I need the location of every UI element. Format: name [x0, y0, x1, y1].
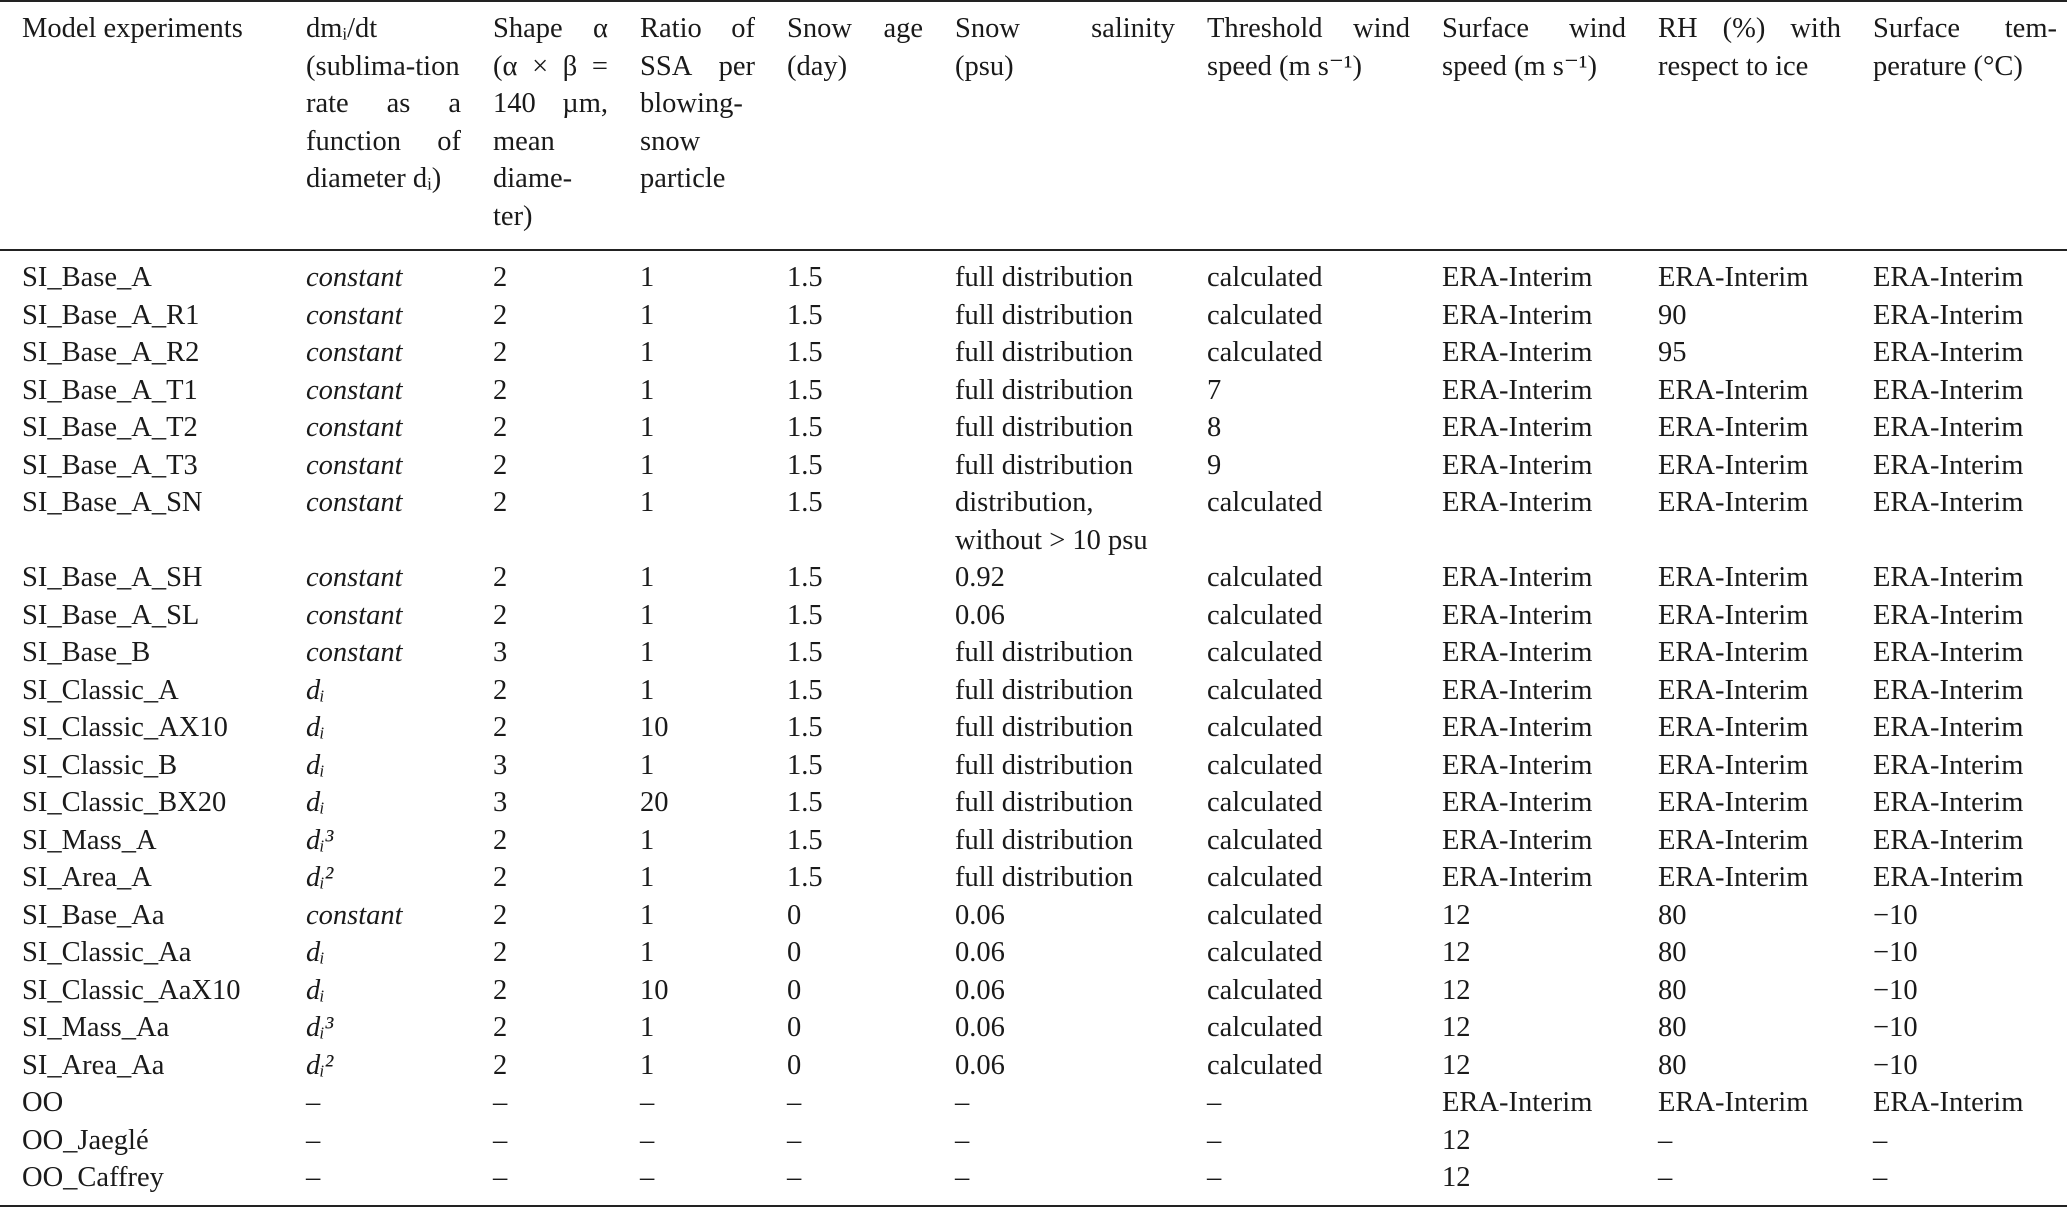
cell-model: OO [22, 1087, 64, 1118]
cell-model: SI_Classic_AaX10 [22, 974, 241, 1006]
cell-temp: ERA-Interim [1873, 487, 2024, 518]
cell-wind: ERA-Interim [1442, 337, 1593, 368]
cell-rh: ERA-Interim [1658, 712, 1809, 743]
cell-rate: dᵢ [306, 937, 325, 968]
cell-salinity: 0.06 [955, 937, 1005, 968]
cell-wind: ERA-Interim [1442, 487, 1593, 518]
cell-salinity: full distribution [955, 749, 1134, 781]
cell-model: SI_Base_A_SL [22, 599, 200, 631]
table-row [0, 409, 2067, 447]
table-body [0, 250, 2067, 1206]
cell-temp: −10 [1873, 1012, 1918, 1043]
cell-age: 0 [787, 1012, 802, 1043]
cell-temp: ERA-Interim [1873, 449, 2024, 481]
cell-shape: 2 [493, 674, 508, 706]
cell-temp: ERA-Interim [1873, 674, 2024, 706]
cell-age: 1.5 [787, 337, 823, 368]
cell-rate: constant [306, 337, 403, 368]
cell-shape: 2 [493, 337, 508, 368]
table-row [0, 709, 2067, 747]
cell-salinity: 0.92 [955, 562, 1005, 593]
cell-rh: ERA-Interim [1658, 862, 1809, 893]
cell-rate: dᵢ [306, 749, 325, 781]
cell-threshold: calculated [1207, 562, 1323, 593]
cell-threshold: calculated [1207, 637, 1323, 668]
cell-threshold: calculated [1207, 862, 1323, 893]
header-model: Model experiments [0, 1, 284, 250]
cell-age: 1.5 [787, 562, 823, 593]
header-rate: dmᵢ/dt (sublima-tion rate as a function of diameter dᵢ) [284, 1, 471, 250]
cell-ratio: 1 [640, 599, 655, 631]
cell-shape: 2 [493, 374, 508, 406]
header-salinity: Snow salinity (psu) [933, 1, 1185, 250]
cell-rh: ERA-Interim [1658, 262, 1809, 293]
cell-age: – [787, 1162, 802, 1193]
cell-rh: – [1658, 1162, 1673, 1193]
header-row [0, 1, 2067, 250]
table-row [0, 1084, 2067, 1122]
cell-model: SI_Classic_Aa [22, 937, 192, 968]
cell-rh: ERA-Interim [1658, 412, 1809, 443]
cell-threshold: calculated [1207, 299, 1323, 331]
cell-rate: constant [306, 599, 403, 631]
cell-rate: dᵢ [306, 974, 325, 1006]
cell-wind: 12 [1442, 899, 1471, 931]
cell-wind: ERA-Interim [1442, 824, 1593, 856]
cell-ratio: 1 [640, 412, 655, 443]
cell-rate: dᵢ [306, 712, 325, 743]
cell-age: 1.5 [787, 299, 823, 331]
cell-rh: 95 [1658, 337, 1687, 368]
header-rh: RH (%) with respect to ice [1636, 1, 1851, 250]
cell-wind: ERA-Interim [1442, 674, 1593, 706]
cell-temp: −10 [1873, 1049, 1918, 1081]
table-row [0, 634, 2067, 672]
cell-temp: ERA-Interim [1873, 637, 2024, 668]
cell-threshold: calculated [1207, 262, 1323, 293]
cell-ratio: 1 [640, 862, 655, 893]
cell-salinity: full distribution [955, 787, 1134, 818]
cell-ratio: – [640, 1124, 655, 1156]
cell-salinity: full distribution [955, 337, 1134, 368]
cell-rate: dᵢ² [306, 862, 334, 893]
cell-rate: constant [306, 899, 403, 931]
cell-shape: 2 [493, 937, 508, 968]
cell-rate: constant [306, 562, 403, 593]
cell-model: SI_Classic_AX10 [22, 712, 228, 743]
cell-ratio: 1 [640, 487, 655, 518]
cell-temp: ERA-Interim [1873, 824, 2024, 856]
table-row [0, 447, 2067, 485]
cell-rh: 80 [1658, 1012, 1687, 1043]
cell-temp: – [1873, 1162, 1888, 1193]
cell-age: 1.5 [787, 262, 823, 293]
cell-shape: 2 [493, 562, 508, 593]
table-row [0, 250, 2067, 297]
cell-model: SI_Base_A_R2 [22, 337, 200, 368]
cell-salinity: 0.06 [955, 1012, 1005, 1043]
header-threshold: Threshold wind speed (m s⁻¹) [1185, 1, 1420, 250]
cell-wind: 12 [1442, 1012, 1471, 1043]
header-age: Snow age (day) [765, 1, 933, 250]
cell-threshold: calculated [1207, 1049, 1323, 1081]
cell-threshold: calculated [1207, 337, 1323, 368]
cell-threshold: calculated [1207, 824, 1323, 856]
cell-wind: ERA-Interim [1442, 787, 1593, 818]
cell-model: SI_Base_A_R1 [22, 299, 200, 331]
cell-rate: – [306, 1162, 321, 1193]
cell-age: 1.5 [787, 674, 823, 706]
table-row [0, 784, 2067, 822]
cell-model: SI_Base_A_SN [22, 487, 203, 518]
cell-wind: ERA-Interim [1442, 862, 1593, 893]
cell-shape: 2 [493, 712, 508, 743]
cell-wind: 12 [1442, 974, 1471, 1006]
cell-shape: 3 [493, 787, 508, 818]
cell-rate: constant [306, 637, 403, 668]
cell-threshold: calculated [1207, 674, 1323, 706]
cell-ratio: 1 [640, 262, 655, 293]
cell-wind: ERA-Interim [1442, 374, 1593, 406]
cell-ratio: – [640, 1162, 655, 1193]
cell-shape: 2 [493, 299, 508, 331]
cell-wind: ERA-Interim [1442, 262, 1593, 293]
table-row [0, 672, 2067, 710]
cell-salinity: full distribution [955, 299, 1134, 331]
cell-salinity: 0.06 [955, 899, 1005, 931]
cell-rh: ERA-Interim [1658, 637, 1809, 668]
cell-shape: 3 [493, 637, 508, 668]
cell-wind: 12 [1442, 1049, 1471, 1081]
cell-salinity: full distribution [955, 824, 1134, 856]
cell-rh: ERA-Interim [1658, 1087, 1809, 1118]
table-row [0, 597, 2067, 635]
cell-age: 1.5 [787, 637, 823, 668]
header-ratio: Ratio of SSA per blowing-snow particle [618, 1, 765, 250]
table-row [0, 372, 2067, 410]
cell-shape: 2 [493, 487, 508, 518]
cell-ratio: 1 [640, 1049, 655, 1081]
table-row [0, 559, 2067, 597]
cell-salinity: full distribution [955, 374, 1134, 406]
cell-rh: 80 [1658, 899, 1687, 931]
cell-ratio: 10 [640, 974, 669, 1006]
cell-temp: ERA-Interim [1873, 599, 2024, 631]
table-row [0, 859, 2067, 897]
cell-wind: ERA-Interim [1442, 1087, 1593, 1118]
cell-ratio: 10 [640, 712, 669, 743]
cell-salinity: 0.06 [955, 599, 1005, 631]
cell-ratio: 1 [640, 374, 655, 406]
cell-rh: – [1658, 1124, 1673, 1156]
cell-threshold: calculated [1207, 712, 1323, 743]
cell-shape: 2 [493, 1012, 508, 1043]
cell-rate: – [306, 1087, 321, 1118]
cell-model: SI_Base_A_T3 [22, 449, 198, 481]
cell-rate: – [306, 1124, 321, 1156]
cell-model: SI_Base_B [22, 637, 151, 668]
cell-threshold: calculated [1207, 787, 1323, 818]
cell-wind: ERA-Interim [1442, 749, 1593, 781]
cell-salinity: full distribution [955, 674, 1134, 706]
cell-ratio: 1 [640, 337, 655, 368]
cell-temp: ERA-Interim [1873, 1087, 2024, 1118]
cell-rh: ERA-Interim [1658, 449, 1809, 481]
cell-model: SI_Base_A_SH [22, 562, 203, 593]
cell-rate: dᵢ³ [306, 824, 334, 856]
cell-model: SI_Area_A [22, 862, 152, 893]
cell-rate: constant [306, 262, 403, 293]
table-row [0, 484, 2067, 559]
table-row [0, 1159, 2067, 1206]
cell-temp: −10 [1873, 937, 1918, 968]
cell-threshold: – [1207, 1124, 1222, 1156]
table-row [0, 1009, 2067, 1047]
cell-shape: 2 [493, 599, 508, 631]
cell-age: – [787, 1124, 802, 1156]
cell-temp: −10 [1873, 974, 1918, 1006]
header-wind: Surface wind speed (m s⁻¹) [1420, 1, 1636, 250]
cell-threshold: calculated [1207, 974, 1323, 1006]
cell-model: SI_Mass_A [22, 824, 157, 856]
table-row [0, 822, 2067, 860]
cell-age: 0 [787, 974, 802, 1006]
cell-age: 0 [787, 1049, 802, 1081]
header-shape: Shape α (α × β = 140 µm, mean diame-ter) [471, 1, 618, 250]
cell-salinity: 0.06 [955, 974, 1005, 1006]
cell-wind: ERA-Interim [1442, 412, 1593, 443]
cell-rh: 80 [1658, 937, 1687, 968]
cell-rate: constant [306, 412, 403, 443]
cell-rh: 80 [1658, 1049, 1687, 1081]
cell-shape: 2 [493, 412, 508, 443]
cell-age: 1.5 [787, 412, 823, 443]
cell-rh: ERA-Interim [1658, 599, 1809, 631]
table-row [0, 1122, 2067, 1160]
cell-rh: ERA-Interim [1658, 374, 1809, 406]
cell-temp: ERA-Interim [1873, 299, 2024, 331]
cell-temp: – [1873, 1124, 1888, 1156]
cell-wind: 12 [1442, 1162, 1471, 1193]
cell-shape: 2 [493, 262, 508, 293]
cell-wind: 12 [1442, 1124, 1471, 1156]
cell-age: 1.5 [787, 599, 823, 631]
cell-temp: ERA-Interim [1873, 862, 2024, 893]
cell-ratio: 1 [640, 299, 655, 331]
cell-ratio: 1 [640, 824, 655, 856]
cell-salinity: full distribution [955, 712, 1134, 743]
cell-salinity: full distribution [955, 412, 1134, 443]
cell-temp: ERA-Interim [1873, 337, 2024, 368]
table-row [0, 1047, 2067, 1085]
cell-shape: – [493, 1162, 508, 1193]
table-row [0, 934, 2067, 972]
cell-threshold: – [1207, 1087, 1222, 1118]
cell-rate: constant [306, 374, 403, 406]
cell-rh: ERA-Interim [1658, 787, 1809, 818]
cell-rh: ERA-Interim [1658, 674, 1809, 706]
cell-temp: ERA-Interim [1873, 712, 2024, 743]
cell-temp: ERA-Interim [1873, 562, 2024, 593]
cell-salinity: full distribution [955, 262, 1134, 293]
cell-salinity: full distribution [955, 637, 1134, 668]
cell-model: OO_Jaeglé [22, 1124, 149, 1156]
table-row [0, 897, 2067, 935]
table-row [0, 334, 2067, 372]
cell-salinity: full distribution [955, 449, 1134, 481]
cell-ratio: 1 [640, 749, 655, 781]
cell-ratio: 20 [640, 787, 669, 818]
cell-threshold: calculated [1207, 1012, 1323, 1043]
cell-rh: ERA-Interim [1658, 487, 1809, 518]
cell-threshold: calculated [1207, 599, 1323, 631]
cell-threshold: 8 [1207, 412, 1222, 443]
cell-salinity: – [955, 1124, 970, 1156]
cell-ratio: 1 [640, 937, 655, 968]
cell-model: SI_Base_Aa [22, 899, 165, 931]
cell-rh: ERA-Interim [1658, 824, 1809, 856]
cell-ratio: 1 [640, 1012, 655, 1043]
cell-shape: 2 [493, 1049, 508, 1081]
cell-ratio: 1 [640, 449, 655, 481]
cell-temp: ERA-Interim [1873, 787, 2024, 818]
table-row [0, 297, 2067, 335]
cell-threshold: calculated [1207, 749, 1323, 781]
cell-ratio: 1 [640, 674, 655, 706]
cell-temp: ERA-Interim [1873, 374, 2024, 406]
table-row [0, 972, 2067, 1010]
cell-temp: ERA-Interim [1873, 412, 2024, 443]
cell-ratio: 1 [640, 899, 655, 931]
cell-wind: ERA-Interim [1442, 599, 1593, 631]
cell-shape: 2 [493, 449, 508, 481]
cell-temp: ERA-Interim [1873, 262, 2024, 293]
cell-wind: ERA-Interim [1442, 299, 1593, 331]
cell-salinity: full distribution [955, 862, 1134, 893]
cell-age: 1.5 [787, 712, 823, 743]
cell-salinity: distribution, without > 10 psu [955, 487, 1148, 556]
cell-ratio: 1 [640, 562, 655, 593]
cell-model: SI_Classic_BX20 [22, 787, 227, 818]
cell-wind: 12 [1442, 937, 1471, 968]
cell-salinity: – [955, 1162, 970, 1193]
cell-shape: 2 [493, 974, 508, 1006]
cell-age: – [787, 1087, 802, 1118]
cell-shape: – [493, 1124, 508, 1156]
cell-shape: 3 [493, 749, 508, 781]
cell-rate: dᵢ³ [306, 1012, 334, 1043]
cell-rate: dᵢ [306, 787, 325, 818]
cell-shape: – [493, 1087, 508, 1118]
cell-rate: constant [306, 487, 403, 518]
cell-rate: dᵢ² [306, 1049, 334, 1081]
cell-threshold: calculated [1207, 937, 1323, 968]
cell-wind: ERA-Interim [1442, 562, 1593, 593]
cell-model: SI_Classic_A [22, 674, 179, 706]
cell-shape: 2 [493, 824, 508, 856]
cell-model: SI_Mass_Aa [22, 1012, 170, 1043]
cell-rate: dᵢ [306, 674, 325, 706]
cell-model: OO_Caffrey [22, 1162, 164, 1193]
cell-threshold: 9 [1207, 449, 1222, 481]
table-row [0, 747, 2067, 785]
cell-temp: ERA-Interim [1873, 749, 2024, 781]
cell-rh: 90 [1658, 299, 1687, 331]
cell-ratio: 1 [640, 637, 655, 668]
cell-rate: constant [306, 449, 403, 481]
cell-model: SI_Base_A_T2 [22, 412, 198, 443]
cell-age: 1.5 [787, 862, 823, 893]
cell-shape: 2 [493, 899, 508, 931]
cell-rh: ERA-Interim [1658, 562, 1809, 593]
cell-temp: −10 [1873, 899, 1918, 931]
cell-wind: ERA-Interim [1442, 712, 1593, 743]
cell-model: SI_Area_Aa [22, 1049, 165, 1081]
cell-ratio: – [640, 1087, 655, 1118]
cell-threshold: 7 [1207, 374, 1222, 406]
cell-age: 1.5 [787, 749, 823, 781]
cell-wind: ERA-Interim [1442, 449, 1593, 481]
cell-shape: 2 [493, 862, 508, 893]
cell-salinity: 0.06 [955, 1049, 1005, 1081]
cell-threshold: calculated [1207, 899, 1323, 931]
cell-model: SI_Base_A_T1 [22, 374, 198, 406]
cell-rh: ERA-Interim [1658, 749, 1809, 781]
cell-age: 1.5 [787, 449, 823, 481]
cell-age: 1.5 [787, 787, 823, 818]
cell-model: SI_Classic_B [22, 749, 178, 781]
cell-rh: 80 [1658, 974, 1687, 1006]
cell-age: 1.5 [787, 824, 823, 856]
cell-wind: ERA-Interim [1442, 637, 1593, 668]
header-temp: Surface tem-perature (°C) [1851, 1, 2067, 250]
cell-age: 1.5 [787, 487, 823, 518]
cell-threshold: calculated [1207, 487, 1323, 518]
cell-age: 0 [787, 899, 802, 931]
cell-salinity: – [955, 1087, 970, 1118]
cell-age: 1.5 [787, 374, 823, 406]
cell-age: 0 [787, 937, 802, 968]
cell-threshold: – [1207, 1162, 1222, 1193]
cell-model: SI_Base_A [22, 262, 152, 293]
cell-rate: constant [306, 299, 403, 331]
table-header [0, 1, 2067, 250]
